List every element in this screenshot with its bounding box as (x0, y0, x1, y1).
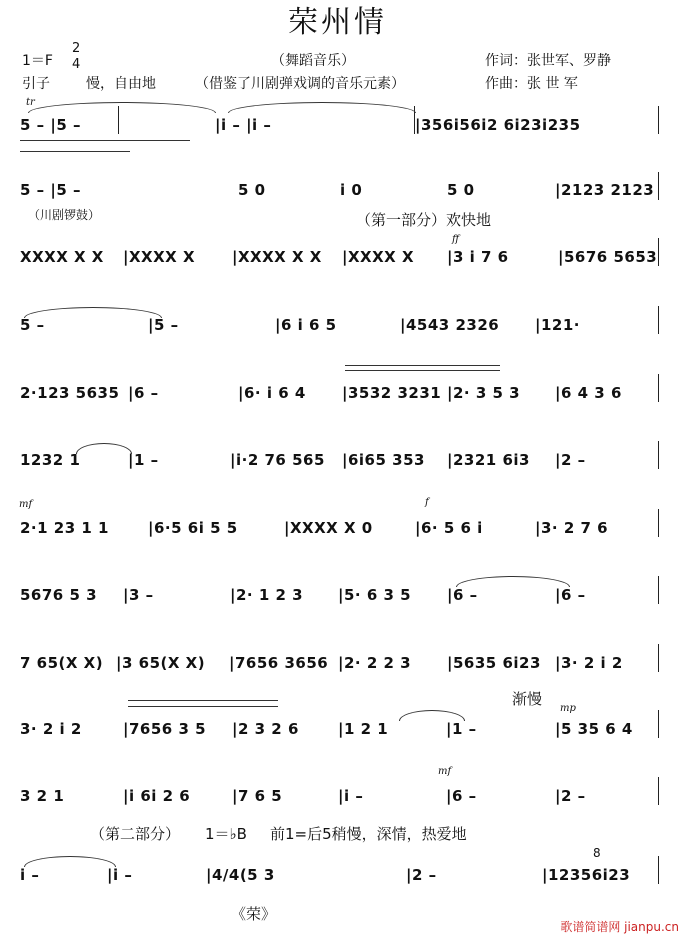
score-line-6c: |i·2 76 565 (230, 451, 325, 469)
score-line-11c: |7 6 5 (232, 787, 283, 805)
barline (658, 306, 659, 334)
score-line-9b: |3 65(X X) (116, 654, 206, 672)
intro-tempo: 慢，自由地 (86, 76, 156, 92)
score-line-5f: |6 4 3 6 (555, 384, 622, 402)
score-line-6b: |1 – (128, 451, 159, 469)
score-line-10d: |1 2 1 (338, 720, 389, 738)
slur (456, 576, 570, 587)
dynamic-ff: ff (452, 234, 460, 245)
tuplet-number: 8 (593, 846, 601, 860)
score-line-3c: |XXXX X X (232, 248, 322, 266)
score-line-1b: |i – |i – (215, 116, 272, 134)
score-line-5d: |3532 3231 (342, 384, 442, 402)
part-two-label: （第二部分） (90, 825, 181, 843)
dynamic-mp: mp (560, 703, 576, 714)
score-line-7c: |XXXX X 0 (284, 519, 373, 537)
barline (658, 172, 659, 200)
score-line-12c: |4/4(5 3 (206, 866, 275, 884)
sichuan-gong-label: （川剧锣鼓） (28, 208, 101, 222)
score-line-3e: |3 i 7 6 (447, 248, 509, 266)
lyric-start: 《荣》 (231, 905, 277, 923)
dynamic-mf-1: mf (19, 499, 33, 510)
score-line-8e: |6 – (447, 586, 478, 604)
score-line-4d: |4543 2326 (400, 316, 500, 334)
score-line-12e: |12356i23 (542, 866, 631, 884)
slur (24, 856, 116, 867)
song-title: 荣州情 (288, 5, 387, 40)
score-line-2b: 5 0 (238, 181, 266, 199)
score-line-3b: |XXXX X (123, 248, 196, 266)
score-line-9e: |5635 6i23 (447, 654, 541, 672)
score-line-10b: |7656 3 5 (123, 720, 207, 738)
key-change: 1＝♭B (205, 825, 247, 843)
score-line-12d: |2 – (406, 866, 437, 884)
barline (658, 710, 659, 738)
trill-mark: tr (26, 97, 35, 108)
barline (658, 106, 659, 134)
score-line-11f: |2 – (555, 787, 586, 805)
score-line-5e: |2· 3 5 3 (447, 384, 521, 402)
decorative-line (128, 706, 278, 707)
score-line-12b: |i – (107, 866, 133, 884)
score-line-10c: |2 3 2 6 (232, 720, 299, 738)
intro-label: 引子 (22, 76, 50, 92)
score-line-6d: |6i65 353 (342, 451, 425, 469)
score-line-5c: |6· i 6 4 (238, 384, 306, 402)
score-line-7d: |6· 5 6 i (415, 519, 483, 537)
subtitle: （舞蹈音乐） (271, 53, 355, 69)
score-line-8d: |5· 6 3 5 (338, 586, 412, 604)
source-note: （借鉴了川剧弹戏调的音乐元素） (195, 76, 405, 92)
score-line-6: 1232 1 (20, 451, 81, 469)
barline (658, 509, 659, 537)
score-line-8: 5676 5 3 (20, 586, 98, 604)
slur (76, 443, 132, 454)
score-line-7: 2·1 23 1 1 (20, 519, 109, 537)
score-line-1: 5 – |5 – (20, 116, 82, 134)
score-line-8b: |3 – (123, 586, 154, 604)
time-bottom: 4 (72, 57, 81, 72)
score-line-8c: |2· 1 2 3 (230, 586, 304, 604)
slur (399, 710, 465, 721)
slur (24, 307, 162, 318)
watermark: 歌谱简谱网 jianpu.cn (560, 920, 679, 934)
lyricist-credit: 作词：张世军、罗静 (485, 53, 611, 69)
barline (658, 576, 659, 604)
part-one-label: （第一部分）欢快地 (356, 211, 492, 229)
barline (658, 441, 659, 469)
time-top: 2 (72, 41, 81, 56)
score-line-3: XXXX X X (20, 248, 104, 266)
decorative-line (345, 370, 500, 371)
score-line-2: 5 – |5 – (20, 181, 82, 199)
score-line-9f: |3· 2 i 2 (555, 654, 623, 672)
score-line-5: 2·123 5635 (20, 384, 120, 402)
ritardando-label: 渐慢 (512, 690, 543, 708)
slur (228, 102, 416, 113)
decorative-line (128, 700, 278, 701)
barline (658, 374, 659, 402)
score-line-10: 3· 2 i 2 (20, 720, 82, 738)
score-line-1c: |356i56i2 6i23i235 (415, 116, 581, 134)
barline (658, 238, 659, 266)
score-line-8f: |6 – (555, 586, 586, 604)
score-line-4e: |121· (535, 316, 580, 334)
score-line-11d: |i – (338, 787, 364, 805)
score-line-2d: 5 0 (447, 181, 475, 199)
key-signature: 1＝F (22, 53, 53, 69)
score-line-7b: |6·5 6i 5 5 (148, 519, 238, 537)
decorative-line (20, 140, 190, 141)
score-line-3f: |5676 5653 (558, 248, 658, 266)
score-line-4: 5 – (20, 316, 45, 334)
score-line-11: 3 2 1 (20, 787, 65, 805)
barline (658, 644, 659, 672)
barline (658, 856, 659, 884)
barline (658, 777, 659, 805)
dynamic-mf-2: mf (438, 766, 452, 777)
decorative-line (20, 151, 130, 152)
score-line-7e: |3· 2 7 6 (535, 519, 609, 537)
score-line-6f: |2 – (555, 451, 586, 469)
decorative-line (345, 365, 500, 366)
score-line-9c: |7656 3656 (229, 654, 329, 672)
score-line-12: i – (20, 866, 40, 884)
score-line-10f: |5 35 6 4 (555, 720, 633, 738)
score-line-11e: |6 – (446, 787, 477, 805)
score-line-4b: |5 – (148, 316, 179, 334)
part-two-instructions: 前1=后5稍慢，深情，热爱地 (270, 825, 467, 843)
score-line-11b: |i 6i 2 6 (123, 787, 191, 805)
score-line-3d: |XXXX X (342, 248, 415, 266)
score-line-5b: |6 – (128, 384, 159, 402)
score-line-10e: |1 – (446, 720, 477, 738)
score-line-2e: |2123 2123 (555, 181, 655, 199)
score-line-9d: |2· 2 2 3 (338, 654, 412, 672)
slur (28, 102, 216, 113)
dynamic-f: f (425, 497, 429, 508)
score-line-6e: |2321 6i3 (447, 451, 530, 469)
score-line-2c: i 0 (340, 181, 363, 199)
composer-credit: 作曲：张 世 军 (485, 76, 578, 92)
score-line-9: 7 65(X X) (20, 654, 104, 672)
score-line-4c: |6 i 6 5 (275, 316, 337, 334)
